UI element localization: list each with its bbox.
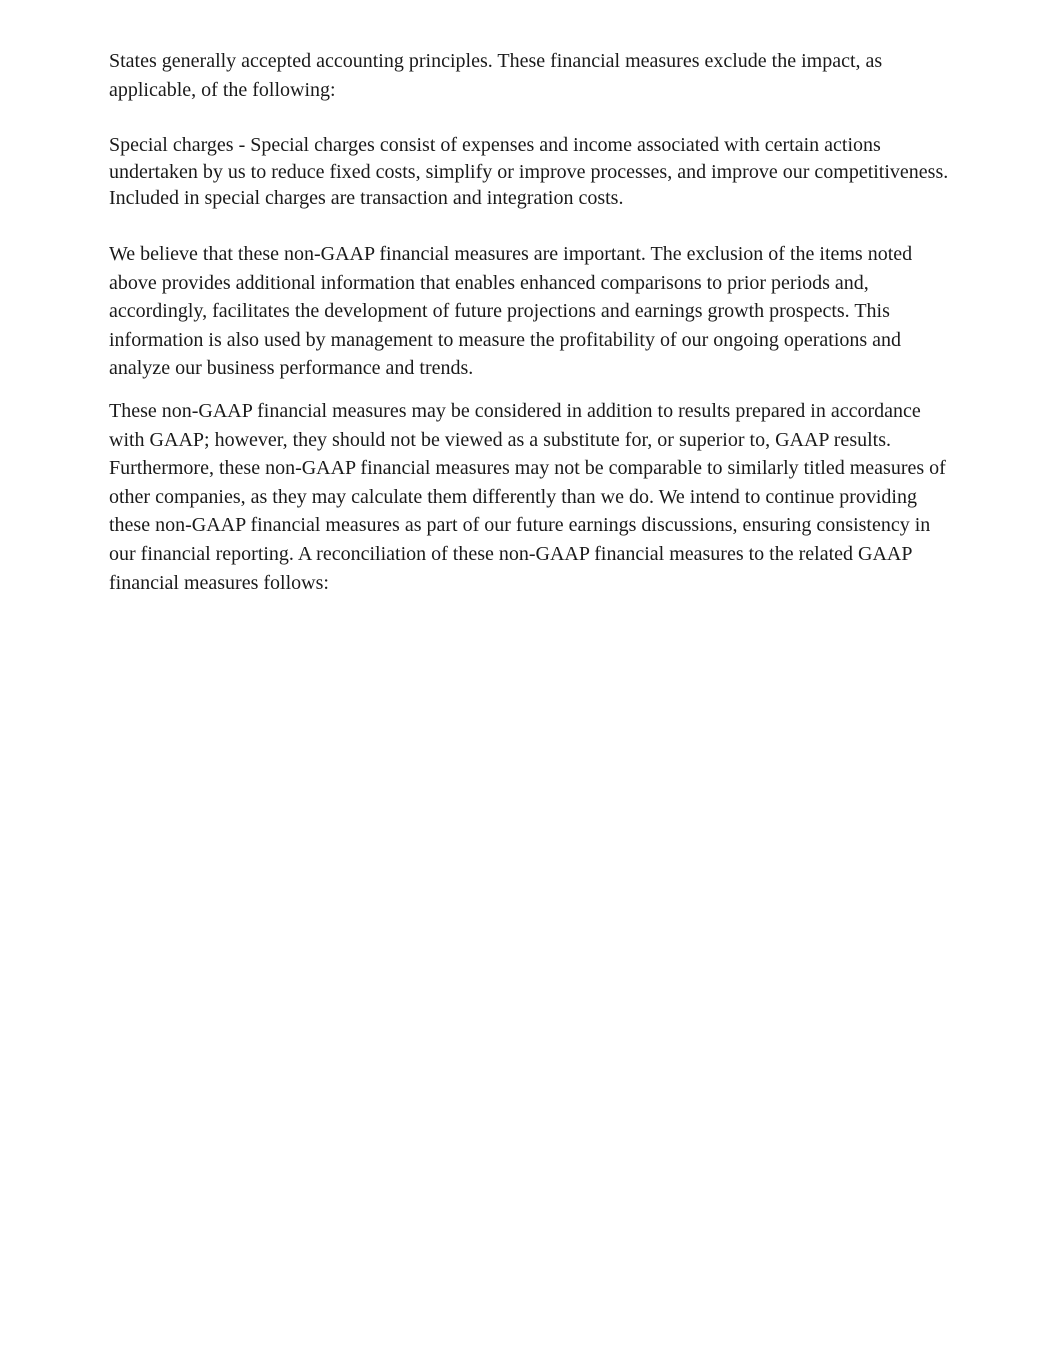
paragraph-reconciliation-note: These non-GAAP financial measures may be considered in addition to results prepared in accordance with GAAP; however, they should not be viewed as a substitute for, or superior to, GAAP results. Furthermore, these non-GAAP financial measures may not be comparable to similarly titled measures of other companies, as they may calculate them differently than we do. We intend to continue providing these non-GAAP financial measures as part of our future earnings discussions, ensuring consistency in our financial reporting. A reconciliation of these non-GAAP financial measures to the related GAAP financial measures follows: [109,399,946,594]
paragraph-special-charges: Special charges - Special charges consist of expenses and income associated with certain actions undertaken by us to reduce fixed costs, simplify or improve processes, and improve our competitiveness. Included in special charges are transaction and integration costs. [109,134,949,210]
paragraph-importance-of-measures: We believe that these non-GAAP financial measures are important. The exclusion of the items noted above provides additional information that enables enhanced comparisons to prior periods and, accordingly, facilitates the development of future projections and earnings growth prospects. This information is also used by management to measure the profitability of our ongoing operations and analyze our business performance and trends. [109,242,913,380]
paragraph-gaap-exclusions-intro: States generally accepted accounting principles. These financial measures exclude the impact, as applicable, of the following: [109,50,883,101]
document-body [109,47,959,597]
